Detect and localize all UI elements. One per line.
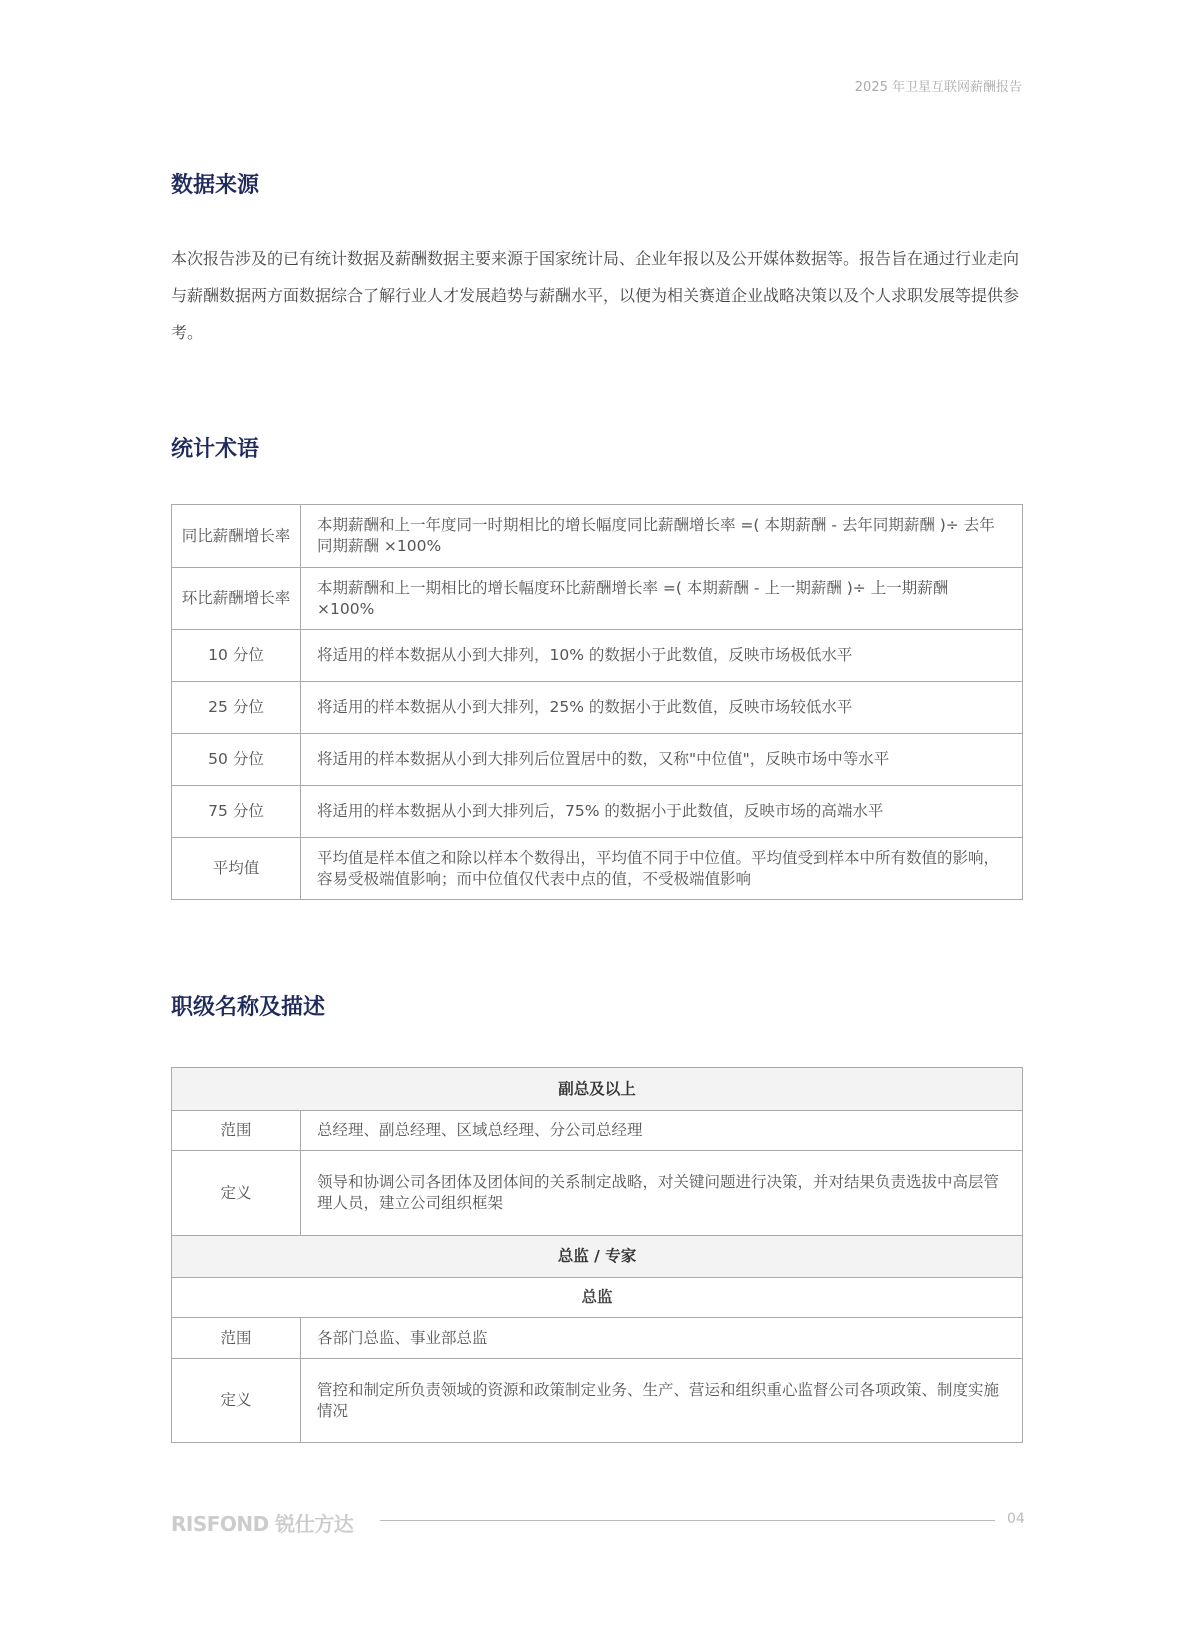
footer-logo: RISFOND 锐仕方达	[171, 1512, 354, 1536]
table-row	[172, 682, 1023, 734]
term-label: 同比薪酬增长率	[172, 505, 301, 568]
table-row	[172, 838, 1023, 900]
section-title-terms: 统计术语	[171, 437, 260, 462]
row-label: 定义	[172, 1151, 301, 1236]
subgroup-row	[172, 1278, 1023, 1318]
term-description: 将适用的样本数据从小到大排列后位置居中的数，又称"中位值"，反映市场中等水平	[301, 734, 1023, 786]
group-title: 总监 / 专家	[172, 1236, 1023, 1278]
row-value: 总经理、副总经理、区域总经理、分公司总经理	[301, 1111, 1023, 1151]
term-description: 将适用的样本数据从小到大排列，10% 的数据小于此数值，反映市场极低水平	[301, 630, 1023, 682]
group-title: 副总及以上	[172, 1068, 1023, 1111]
group-header-row	[172, 1068, 1023, 1111]
term-description: 将适用的样本数据从小到大排列后，75% 的数据小于此数值，反映市场的高端水平	[301, 786, 1023, 838]
footer-divider	[380, 1520, 995, 1521]
table-row	[172, 630, 1023, 682]
table-row	[172, 1359, 1023, 1443]
row-label: 定义	[172, 1359, 301, 1443]
term-label: 10 分位	[172, 630, 301, 682]
page-number: 04	[1007, 1511, 1025, 1527]
table-row	[172, 505, 1023, 568]
table-row	[172, 1111, 1023, 1151]
table-row	[172, 1151, 1023, 1236]
terms-table	[171, 504, 1023, 900]
table-row	[172, 568, 1023, 630]
term-label: 75 分位	[172, 786, 301, 838]
group-header-row	[172, 1236, 1023, 1278]
term-label: 环比薪酬增长率	[172, 568, 301, 630]
row-value: 管控和制定所负责领域的资源和政策制定业务、生产、营运和组织重心监督公司各项政策、制度实施情况	[301, 1359, 1023, 1443]
row-label: 范围	[172, 1318, 301, 1359]
row-value: 领导和协调公司各团体及团体间的关系制定战略，对关键问题进行决策，并对结果负责选拔中高层管理人员，建立公司组织框架	[301, 1151, 1023, 1236]
section-title-levels: 职级名称及描述	[171, 995, 326, 1020]
table-row	[172, 1318, 1023, 1359]
subgroup-title: 总监	[172, 1278, 1023, 1318]
term-description: 将适用的样本数据从小到大排列，25% 的数据小于此数值，反映市场较低水平	[301, 682, 1023, 734]
table-row	[172, 734, 1023, 786]
section-title-data-source: 数据来源	[171, 173, 260, 198]
row-value: 各部门总监、事业部总监	[301, 1318, 1023, 1359]
levels-table	[171, 1067, 1023, 1443]
term-description: 本期薪酬和上一期相比的增长幅度环比薪酬增长率 =( 本期薪酬 - 上一期薪酬 )÷ 上一期薪酬 ×100%	[301, 568, 1023, 630]
row-label: 范围	[172, 1111, 301, 1151]
report-header: 2025 年卫星互联网薪酬报告	[854, 80, 1022, 95]
term-description: 平均值是样本值之和除以样本个数得出，平均值不同于中位值。平均值受到样本中所有数值的影响，容易受极端值影响；而中位值仅代表中点的值，不受极端值影响	[301, 838, 1023, 900]
table-row	[172, 786, 1023, 838]
term-description: 本期薪酬和上一年度同一时期相比的增长幅度同比薪酬增长率 =( 本期薪酬 - 去年同期薪酬 )÷ 去年同期薪酬 ×100%	[301, 505, 1023, 568]
term-label: 平均值	[172, 838, 301, 900]
data-source-paragraph: 本次报告涉及的已有统计数据及薪酬数据主要来源于国家统计局、企业年报以及公开媒体数据等。报告旨在通过行业走向与薪酬数据两方面数据综合了解行业人才发展趋势与薪酬水平，以便为相关赛道企业战略决策以及个人求职发展等提供参考。	[171, 249, 1020, 342]
term-label: 50 分位	[172, 734, 301, 786]
term-label: 25 分位	[172, 682, 301, 734]
